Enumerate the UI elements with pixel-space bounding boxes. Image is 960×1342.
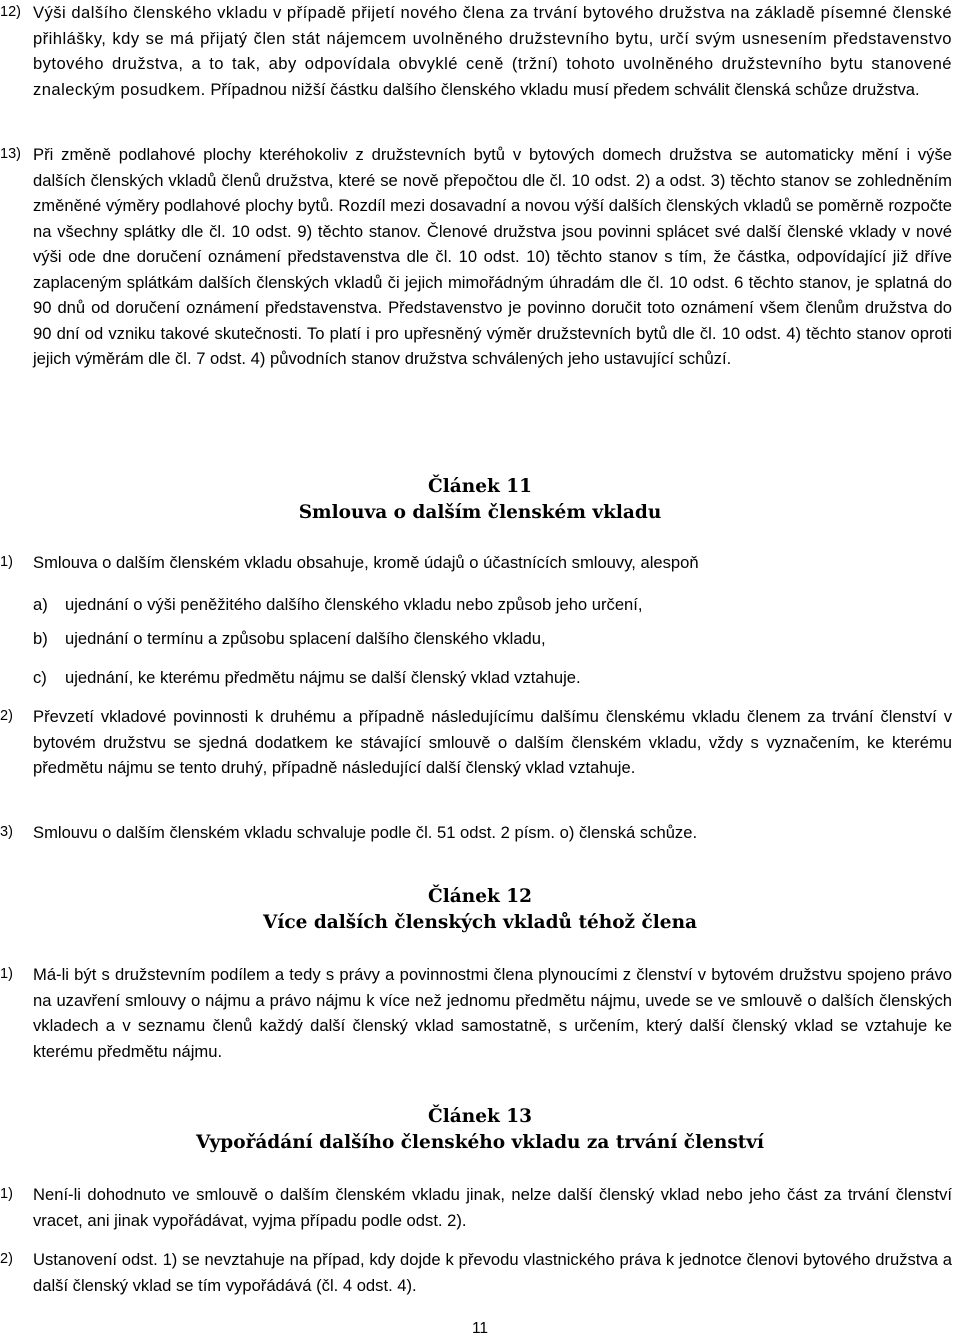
list-item [33, 592, 933, 618]
paragraph-text: Není-li dohodnuto ve smlouvě o dalším členském vkladu jinak, nelze další členský vklad nebo jeho část za trvání členství vracet, ani jinak vypořádávat, vyjma případu podle odst. 2). [33, 1185, 952, 1230]
paragraph-number: 2) [0, 708, 13, 724]
list-item-text: ujednání, ke kterému předmětu nájmu se další členský vklad vztahuje. [65, 668, 581, 687]
article-13-paragraph-1 [0, 1182, 952, 1233]
list-item [33, 626, 933, 652]
page-number: 11 [471, 1320, 489, 1337]
article-12-subtitle: Více dalších členských vkladů téhož člena [262, 912, 698, 933]
article-11-paragraph-2 [0, 704, 952, 781]
list-item-mark: a) [33, 595, 48, 614]
list-item-text: ujednání o výši peněžitého dalšího členského vkladu nebo způsob jeho určení, [65, 595, 643, 614]
paragraph-number: 12) [0, 4, 21, 20]
article-11-paragraph-3 [0, 820, 952, 846]
paragraph-text: Má-li být s družstevním podílem a tedy s právy a povinnostmi člena plynoucími z členství v bytovém družstvu spojeno právo na uzavření smlouvy o nájmu a právo nájmu k více než jednomu předmětu nájmu, uvede se ve smlouvě o dalších členských vkladech a v seznamu členů každý další členský vklad samostatně, s určením, který další členský vklad se vztahuje ke kterému předmětu nájmu. [33, 965, 952, 1061]
article-11-subtitle: Smlouva o dalším členském vkladu [298, 502, 662, 523]
list-item-mark: b) [33, 629, 48, 648]
paragraph-number: 1) [0, 966, 13, 982]
article-12-paragraph-1 [0, 962, 952, 1064]
article-11-paragraph-1 [0, 550, 952, 576]
article-13-subtitle: Vypořádání dalšího členského vkladu za trvání členství [195, 1132, 765, 1153]
list-item [33, 665, 933, 691]
paragraph-text: Ustanovení odst. 1) se nevztahuje na případ, kdy dojde k převodu vlastnického práva k jednotce členovi bytového družstva a další členský vklad se tím vypořádává (čl. 4 odst. 4). [33, 1250, 952, 1295]
paragraph-text: Výši dalšího členského vkladu v případě přijetí nového člena za trvání bytového družstva na základě písemné členské přihlášky, kdy se má přijatý člen stát nájemcem uvolněného družstevního bytu, určí svým usnesením představenstvo bytového družstva, a to tak, aby odpovídala obvyklé ceně (tržní) tohoto uvolněného družstevního bytu stanovené znaleckým posudkem. [33, 3, 952, 99]
article-13-title: Článek 13 [428, 1106, 532, 1127]
article-12-title: Článek 12 [428, 886, 532, 907]
paragraph-text: Smlouvu o dalším členském vkladu schvaluje podle čl. 51 odst. 2 písm. o) členská schůze. [33, 823, 698, 842]
paragraph-number: 2) [0, 1251, 13, 1267]
list-item-text: ujednání o termínu a způsobu splacení dalšího členského vkladu, [65, 629, 546, 648]
paragraph-text: Převzetí vkladové povinnosti k druhému a případně následujícímu dalšímu členskému vkladu členem za trvání členství v bytovém družstvu se sjedná dodatkem ke stávající smlouvě o dalším členském vkladu, vždy s vyznačením, ke kterému předmětu nájmu se tento druhý, případně následující další členský vklad vztahuje. [33, 707, 952, 777]
article-13-paragraph-2 [0, 1247, 952, 1298]
paragraph-number: 13) [0, 146, 21, 162]
paragraph-number: 1) [0, 1186, 13, 1202]
paragraph-text: Při změně podlahové plochy kteréhokoliv z družstevních bytů v bytových domech družstva se automaticky mění i výše dalších členských vkladů členů družstva, které se nově přepočtou dle čl. 10 odst. 2) a odst. 3) těchto stanov se zohledněním změněné výměry podlahové plochy bytů. Rozdíl mezi dosavadní a novou výší dalších členských vkladů se poměrně rozpočte na všechny splátky dle čl. 10 odst. 9) těchto stanov. Členové družstva jsou povinni splácet své další členské vklady v nové výši ode dne doručení oznámení představenstva dle čl. 10 odst. 10) těchto stanov s tím, že částka, odpovídající již dříve zaplaceným splátkám dalších členských vkladů či jejich mimořádným úhradám dle čl. 10 odst. 6 těchto stanov, je splatná do 90 dnů od doručení oznámení představenstva. Představenstvo je povinno doručit toto oznámení všem členům družstva do 90 dní od vzniku takové skutečnosti. To platí i pro upřesněný výměr družstevních bytů dle čl. 10 odst. 4) těchto stanov oproti jejich výměrám dle čl. 7 odst. 4) původních stanov družstva schválených jeho ustavující schůzí. [33, 145, 952, 368]
article-11-title: Článek 11 [428, 476, 532, 497]
paragraph-number: 1) [0, 554, 13, 570]
paragraph-12 [0, 0, 952, 102]
paragraph-text: Smlouva o dalším členském vkladu obsahuje, kromě údajů o účastnících smlouvy, alespoň [33, 553, 699, 572]
paragraph-text-continued: Případnou nižší částku dalšího členského vkladu musí předem schválit členská schůze družstva. [205, 79, 920, 99]
paragraph-13 [0, 142, 952, 372]
paragraph-number: 3) [0, 824, 13, 840]
list-item-mark: c) [33, 668, 47, 687]
